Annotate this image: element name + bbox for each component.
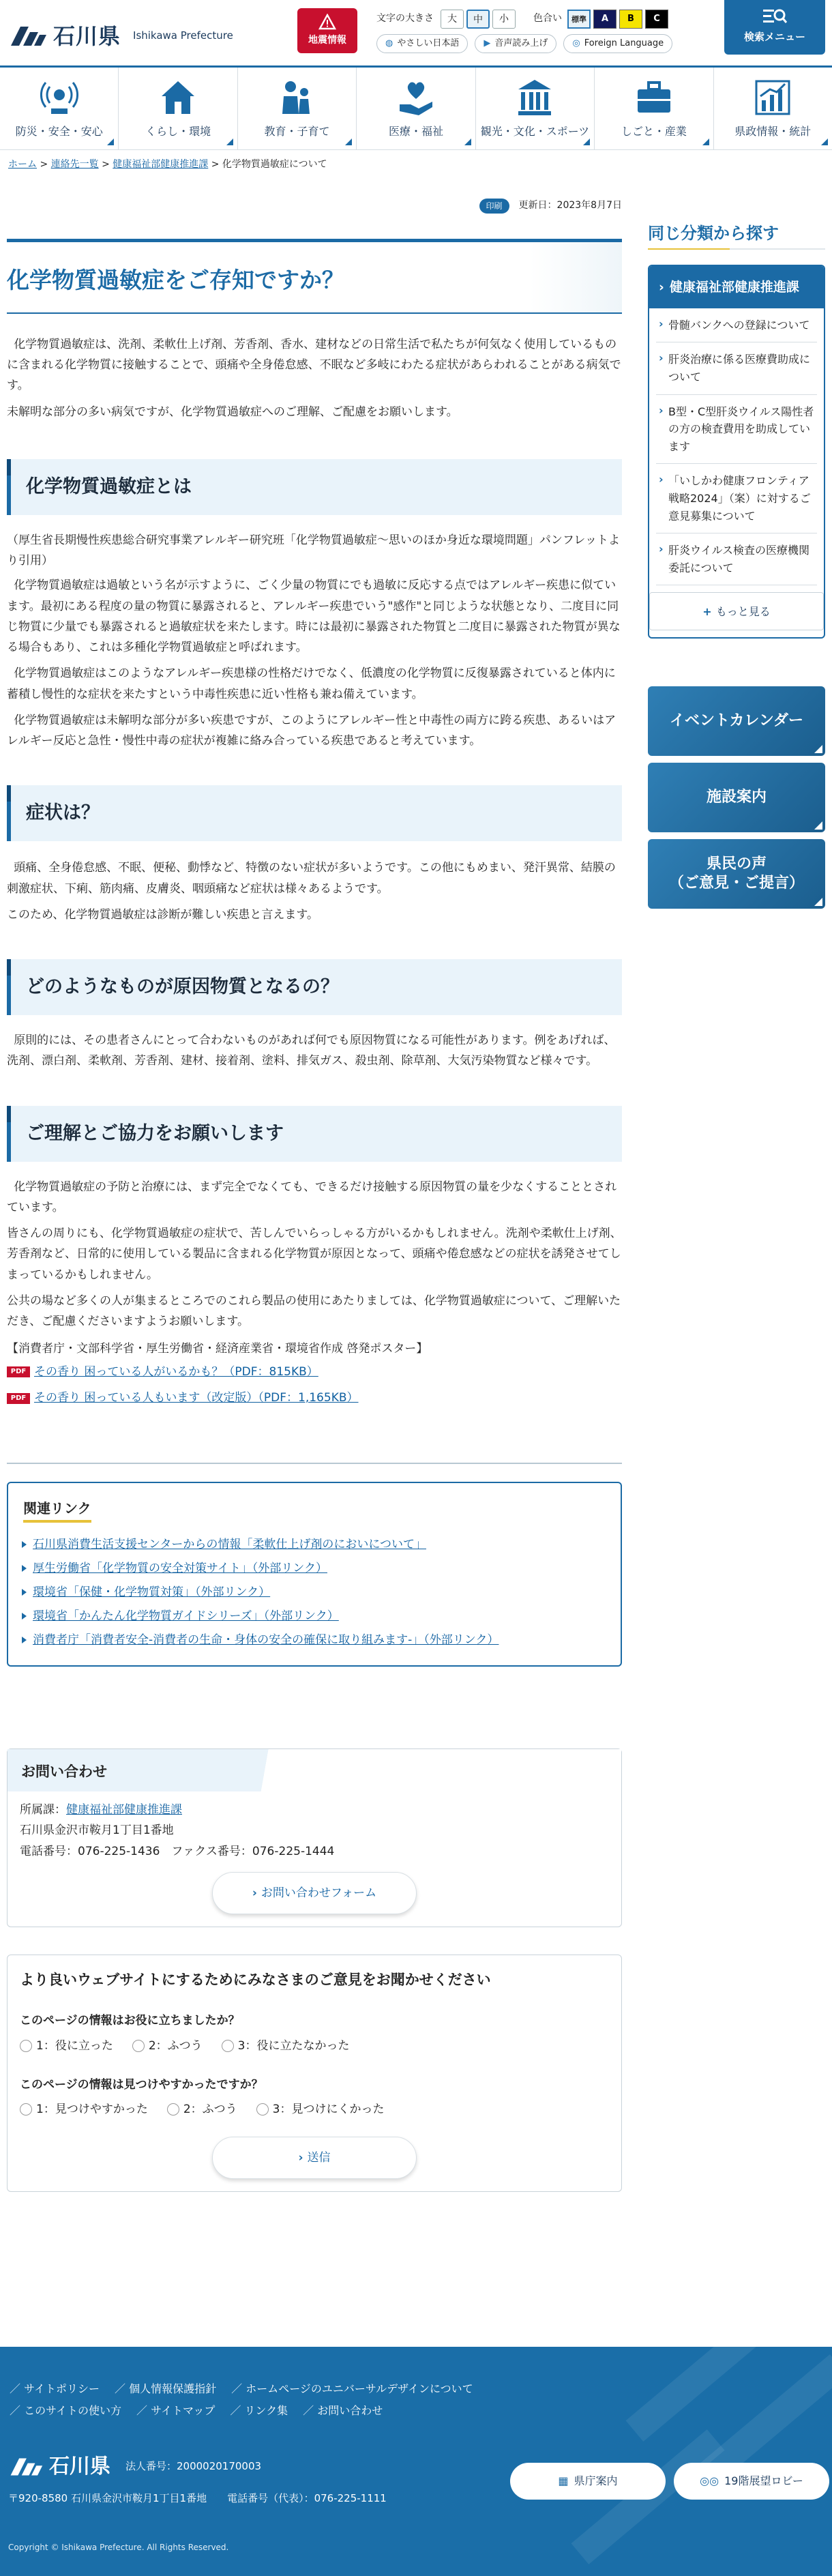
sidebar (648, 180, 825, 909)
read-aloud-label: 音声読み上げ (494, 38, 548, 48)
nav-item-disaster[interactable] (0, 68, 119, 149)
breadcrumb: ホーム > 連絡先一覧 > 健康福祉部健康推進課 > 化学物質過敏症について (8, 159, 327, 170)
radio-group-helpful (20, 2036, 609, 2057)
related-link[interactable]: 石川県消費生活支援センターからの情報「柔軟仕上げ剤のにおいについて」 (33, 1538, 426, 1552)
breadcrumb-division[interactable]: 健康福祉部健康推進課 (113, 159, 209, 170)
submit-label: 送信 (307, 2150, 331, 2165)
paragraph: （厚生省長期慢性疾患総合研究事業アレルギー研究班「化学物質過敏症～思いのほか身近な環境問題」パンフレットより引用） (7, 533, 621, 568)
prefecture-emblem-icon (8, 2455, 44, 2479)
event-calendar-banner[interactable] (648, 686, 825, 756)
feedback-question: このページの情報は見つけやすかったですか？ (20, 2077, 263, 2092)
category-box (648, 265, 825, 639)
sidebar-item[interactable]: › B型・C型肝炎ウイルス陽性者の方の検査費用を助成しています (656, 395, 817, 465)
page-meta (7, 192, 622, 220)
footer-address: 〒920-8580 石川県金沢市鞍月1丁目1番地 電話番号（代表）：076-225-1111 (8, 2492, 387, 2504)
more-label: もっと見る (715, 605, 771, 619)
sidebar-item[interactable]: › 骨髄バンクへの登録について (656, 308, 817, 343)
breadcrumb-current: 化学物質過敏症について (222, 159, 327, 170)
color-label: 色合い (533, 13, 562, 25)
footer-link[interactable]: ／ ホームページのユニバーサルデザインについて (231, 2378, 473, 2400)
radio-option[interactable] (20, 2036, 113, 2057)
related-link[interactable]: 厚生労働省「化学物質の安全対策サイト」（外部リンク） (33, 1562, 327, 1576)
related-links-box (7, 1482, 622, 1666)
warning-icon (318, 14, 336, 30)
pdf-link[interactable]: その香り 困っている人もいます（改定版）（PDF：1,165KB） (34, 1391, 359, 1405)
related-link-item (20, 1559, 608, 1579)
paragraph: 原則的には、その患者さんにとって合わないものがあれば何でも原因物質になる可能性があります。例をあげれば、洗剤、漂白剤、柔軟剤、芳香剤、建材、接着剤、塗料、排気ガス、殺虫剤、除草剤、大気汚染物質など様々です。 (7, 1034, 616, 1068)
section-heading: ご理解とご協力をお願いします (7, 1106, 622, 1162)
radio-label: 2：ふつう (148, 2038, 203, 2053)
intro-paragraph: 未解明な部分の多い病気ですが、化学物質過敏症へのご理解、ご配慮をお願いします。 (7, 405, 458, 419)
sidebar-item[interactable]: › 「いしかわ健康フロンティア戦略2024」（案）に対するご意見募集について (656, 464, 817, 533)
pdf-link[interactable]: その香り 困っている人がいるかも？（PDF：815KB） (34, 1364, 318, 1379)
poster-heading: 【消費者庁・文部科学省・厚生労働省・経済産業省・環境省作成 啓発ポスター】 (7, 1342, 428, 1356)
related-link-item (20, 1607, 608, 1626)
nav-label: 防災・安全・安心 (15, 125, 103, 138)
radio-circle[interactable] (132, 2040, 145, 2052)
nav-item-education[interactable] (238, 68, 357, 149)
related-link[interactable]: 消費者庁「消費者安全-消費者の生命・身体の安全の確保に取り組みます-」（外部リンク） (33, 1633, 499, 1647)
footer-links (0, 2347, 614, 2422)
footer-link[interactable]: ／ お問い合わせ (303, 2400, 383, 2422)
nav-item-government[interactable] (714, 68, 832, 149)
radio-circle[interactable] (20, 2040, 32, 2052)
radio-label: 3：役に立たなかった (237, 2038, 350, 2053)
chevron-right-icon: › (252, 1886, 257, 1900)
related-link[interactable]: 環境省「保健・化学物質対策」（外部リンク） (33, 1585, 271, 1600)
related-links-title: 関連リンク (23, 1497, 91, 1523)
prefecture-emblem-icon (8, 23, 48, 50)
feedback-box (7, 1955, 622, 2192)
related-link-item (20, 1583, 608, 1602)
building-icon: ▦ (558, 2474, 569, 2487)
house-icon (158, 77, 198, 118)
pdf-link-row (7, 1388, 622, 1408)
print-button[interactable] (479, 199, 509, 214)
paragraph: このため、化学物質過敏症は診断が難しい疾患と言えます。 (7, 907, 318, 922)
contact-box (7, 1748, 622, 1927)
paragraph: 化学物質過敏症の予防と治療には、まず完全でなくても、できるだけ接触する原因物質の量を少なくすることとされています。 (7, 1180, 617, 1214)
logo-text-jp: 石川県 (53, 23, 121, 49)
site-logo[interactable] (8, 18, 233, 55)
family-icon (277, 77, 318, 118)
intro-paragraph: 化学物質過敏症は、洗剤、柔軟仕上げ剤、芳香剤、香水、建材などの日常生活で私たちが何気なく使用しているものに含まれる化学物質に接触することで、頭痛や全身倦怠感、不眠など多岐にわたる症状があらわれることがある病気です。 (7, 337, 621, 393)
contact-address: 石川県金沢市鞍月1丁目1番地 (20, 1824, 174, 1838)
logo-text-en: Ishikawa Prefecture (133, 29, 233, 42)
menu-search-icon (762, 7, 788, 26)
related-link[interactable]: 環境省「かんたん化学物質ガイドシリーズ」（外部リンク） (33, 1609, 339, 1623)
building-icon (514, 77, 555, 118)
radio-circle[interactable] (222, 2040, 234, 2052)
divider (7, 1463, 622, 1464)
earthquake-info-label: 地震情報 (308, 35, 346, 46)
binoculars-icon: ◎◎ (700, 2474, 719, 2487)
radio-circle[interactable] (256, 2103, 269, 2116)
language-icon: ◎ (572, 38, 580, 48)
observation-lobby-label: 19階展望ロビー (724, 2474, 803, 2487)
site-footer (0, 2347, 832, 2576)
footer-logo-text: 石川県 (49, 2455, 110, 2478)
chevron-right-icon: › (659, 279, 664, 295)
paragraph: 化学物質過敏症は未解明な部分が多い疾患ですが、このようにアレルギー性と中毒性の両方に跨る疾患、あるいはアレルギー反応と急性・慢性中毒の症状が複雑に絡み合っている疾患であると考えています。 (7, 713, 616, 748)
color-b-button[interactable]: B (619, 10, 642, 29)
radio-option[interactable] (167, 2099, 237, 2120)
radio-label: 2：ふつう (183, 2103, 237, 2117)
banner-sublabel: （ご意見・ご提言） (668, 875, 804, 892)
office-guide-button[interactable] (510, 2463, 666, 2500)
color-options (533, 10, 671, 29)
font-size-small-button[interactable]: 小 (492, 10, 516, 29)
earthquake-info-button[interactable] (297, 8, 357, 53)
radio-option[interactable] (222, 2036, 350, 2057)
footer-link[interactable]: ／ リンク集 (230, 2400, 288, 2422)
sidebar-title: 同じ分類から探す (648, 220, 825, 250)
paragraph: 化学物質過敏症は過敏という名が示すように、ごく少量の物質にでも過敏に反応する点ではアレルギー疾患に似ています。最初にある程度の量の物質に暴露されると、アレルギー疾患でいう"感作"と同じような状態となり、二度目に同じ物質に少量でも暴露されると過敏症状を来たします。時には最初に暴露された物質と二度目に暴露された物質が異なる場合もあり、これは多種化学物質過敏症と呼ばれます。 (7, 579, 621, 655)
color-a-button[interactable]: A (593, 10, 616, 29)
pdf-icon: PDF (7, 1393, 30, 1404)
contact-dept-row (20, 1800, 609, 1821)
more-button[interactable] (649, 592, 824, 630)
breadcrumb-home[interactable]: ホーム (8, 159, 37, 170)
feedback-title: より良いウェブサイトにするためにみなさまのご意見をお聞かせください (20, 1971, 491, 1988)
globe-icon: ◍ (385, 38, 393, 48)
sidebar-item[interactable]: › 肝炎ウイルス検査の医療機関委託について (656, 533, 817, 585)
updated-date: 更新日：2023年8月7日 (518, 199, 622, 211)
radio-label: 1：役に立った (36, 2038, 113, 2053)
color-standard-button[interactable]: 標準 (567, 10, 591, 29)
easy-japanese-button[interactable] (376, 34, 468, 53)
page-title: 化学物質過敏症をご存知ですか？ (7, 266, 344, 293)
category-heading-label: 健康福祉部健康推進課 (669, 279, 799, 295)
main-content (0, 180, 622, 2192)
banner-label: イベントカレンダー (670, 712, 803, 730)
search-menu-label: 検索メニュー (743, 31, 805, 43)
footer-link[interactable]: ／ サイトマップ (136, 2400, 215, 2422)
category-heading[interactable] (649, 266, 824, 308)
contact-title: お問い合わせ (8, 1749, 621, 1791)
site-header (0, 0, 832, 65)
nav-item-medical[interactable] (357, 68, 475, 149)
radio-circle[interactable] (167, 2103, 179, 2116)
banner-label: 施設案内 (706, 789, 767, 806)
footer-link[interactable]: ／ サイトポリシー (10, 2378, 100, 2400)
footer-link[interactable]: ／ 個人情報保護指針 (115, 2378, 216, 2400)
bar-chart-icon (752, 77, 793, 118)
contact-dept-link[interactable]: 健康福祉部健康推進課 (66, 1802, 182, 1817)
nav-label: 観光・文化・スポーツ (480, 125, 590, 138)
radio-option[interactable] (20, 2099, 148, 2120)
nav-label: 医療・福祉 (388, 125, 443, 138)
radio-option[interactable] (132, 2036, 203, 2057)
read-aloud-button[interactable] (475, 34, 556, 53)
radio-group-findable (20, 2099, 609, 2120)
radio-label: 3：見つけにくかった (272, 2103, 385, 2117)
nav-label: 県政情報・統計 (734, 125, 812, 138)
nav-label: 教育・子育て (264, 125, 330, 138)
nav-item-work[interactable] (595, 68, 713, 149)
breadcrumb-contacts[interactable]: 連絡先一覧 (50, 159, 99, 170)
plus-icon: + (702, 605, 712, 619)
related-link-item (20, 1535, 608, 1555)
section-heading: 症状は？ (7, 785, 622, 841)
office-guide-label: 県庁案内 (574, 2474, 618, 2487)
chevron-right-icon: › (298, 2150, 303, 2165)
global-nav (0, 65, 832, 150)
radio-option[interactable] (256, 2099, 385, 2120)
observation-lobby-button[interactable] (674, 2463, 829, 2500)
facility-guide-banner[interactable] (648, 763, 825, 832)
radio-label: 1：見つけやすかった (36, 2103, 148, 2117)
footer-logo (8, 2449, 261, 2484)
copyright: Copyright © Ishikawa Prefecture. All Rights Reserved. (8, 2543, 229, 2552)
contact-form-button[interactable] (212, 1872, 417, 1914)
nav-item-living[interactable] (119, 68, 237, 149)
section-heading: 化学物質過敏症とは (7, 459, 622, 515)
radio-circle[interactable] (20, 2103, 32, 2116)
paragraph: 公共の場など多くの人が集まるところでのこれら製品の使用にあたりましては、化学物質過敏症について、ご理解いただき、ご配慮くださいますようお願いします。 (7, 1293, 621, 1329)
sidebar-item[interactable]: › 肝炎治療に係る医療費助成について (656, 342, 817, 394)
font-size-medium-button[interactable]: 中 (466, 10, 490, 29)
easy-japanese-label: やさしい日本語 (397, 38, 460, 48)
paragraph: 頭痛、全身倦怠感、不眠、便秘、動悸など、特徴のない症状が多いようです。この他にもめまい、発汗異常、結膜の刺激症状、下痢、筋肉痛、皮膚炎、咽頭痛など症状は様々あるようです。 (7, 861, 616, 896)
heart-hand-icon (396, 77, 436, 118)
contact-form-label: お問い合わせフォーム (261, 1886, 377, 1900)
paragraph: 化学物質過敏症はこのようなアレルギー疾患様の性格だけでなく、低濃度の化学物質に反復暴露されていると体内に蓄積し慢性的な症状を来たすという中毒性疾患に近い性格も兼ね備えています。 (7, 667, 616, 701)
pdf-link-row (7, 1362, 622, 1382)
contact-phone: 電話番号：076-225-1436 ファクス番号：076-225-1444 (20, 1844, 335, 1858)
nav-item-tourism[interactable] (476, 68, 595, 149)
submit-button[interactable] (212, 2137, 417, 2179)
footer-link[interactable]: ／ このサイトの使い方 (10, 2400, 121, 2422)
feedback-question: このページの情報はお役に立ちましたか？ (20, 2014, 240, 2028)
print-label: 印刷 (486, 201, 503, 211)
related-links-list (20, 1535, 608, 1650)
speaker-icon: ▶ (484, 38, 491, 48)
foreign-language-button[interactable] (563, 34, 672, 53)
related-link-item (20, 1630, 608, 1650)
page-title-block (7, 239, 622, 314)
foreign-language-label: Foreign Language (584, 38, 664, 48)
section-heading: どのようなものが原因物質となるの？ (7, 959, 622, 1015)
pdf-icon: PDF (7, 1366, 30, 1377)
paragraph: 皆さんの周りにも、化学物質過敏症の症状で、苦しんでいらっしゃる方がいるかもしれません。洗剤や柔軟仕上げ剤、芳香剤など、日常的に使用している製品に含まれる化学物質が原因となって、頭痛や倦怠感などの症状を誘発させてしまっているかもしれません。 (7, 1227, 622, 1282)
citizen-voice-banner[interactable] (648, 839, 825, 909)
font-size-label: 文字の大きさ (376, 13, 434, 25)
nav-label: くらし・環境 (145, 125, 211, 138)
content-wrap (0, 180, 832, 2192)
font-size-options (441, 10, 518, 29)
banner-label: 県民の声 (706, 855, 767, 873)
alert-signal-icon (39, 77, 80, 118)
color-c-button[interactable]: C (645, 10, 668, 29)
nav-label: しごと・産業 (621, 125, 687, 138)
category-list (649, 308, 824, 586)
accessibility-tools (376, 8, 711, 53)
search-menu-button[interactable] (724, 0, 825, 55)
corporate-number: 法人番号：2000020170003 (125, 2459, 262, 2472)
font-size-large-button[interactable]: 大 (441, 10, 464, 29)
contact-dept-label: 所属課： (20, 1802, 66, 1817)
briefcase-icon (634, 77, 674, 118)
